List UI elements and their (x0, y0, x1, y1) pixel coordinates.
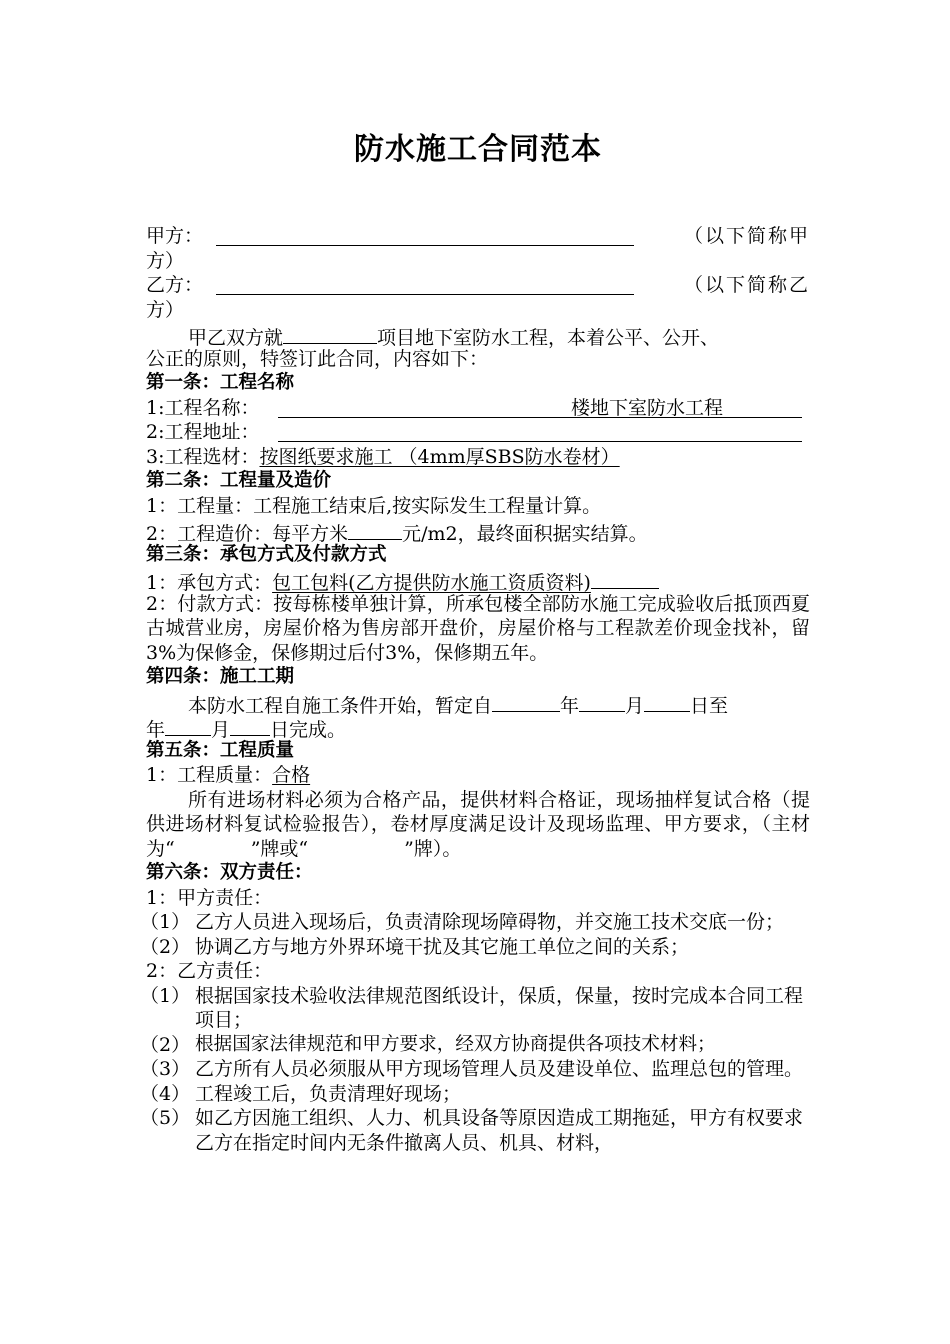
party-a-blank[interactable] (216, 224, 634, 246)
contract-mode-text: 包工包料(乙方提供防水施工资质资料) (272, 572, 591, 594)
party-b-note-cont: 方） (146, 298, 185, 321)
article-1-heading: 第一条：工程名称 (146, 372, 295, 393)
start-year-blank[interactable] (492, 690, 560, 712)
price-text-b: 元/m2，最终面积据实结算。 (402, 523, 648, 545)
material-row (146, 445, 810, 470)
title-spacer (146, 170, 810, 224)
start-day-blank[interactable] (644, 690, 690, 712)
list-item-number: （1） (140, 911, 191, 933)
list-item-number: （1） (140, 984, 191, 1007)
end-day-blank[interactable] (230, 714, 270, 736)
materials-text-b: ”牌或“ (250, 837, 309, 860)
contract-mode-tail (591, 567, 659, 589)
party-b-note: （以下简称乙 (683, 274, 810, 296)
quality-value: 合格 (272, 764, 311, 786)
project-name-row (146, 396, 810, 421)
quality-line (146, 763, 810, 788)
end-year-unit: 年 (146, 719, 166, 741)
party-b-blank[interactable] (216, 273, 634, 295)
quality-label: 1：工程质量： (146, 764, 273, 786)
list-item-number: （3） (140, 1058, 191, 1080)
article-5-heading: 第五条：工程质量 (146, 739, 295, 761)
document-page (140, 0, 810, 1155)
price-text-a: 2：工程造价：每平方米 (146, 523, 349, 545)
schedule-line-2 (146, 714, 810, 739)
end-month-unit: 月 (211, 719, 231, 741)
article-4-heading: 第四条：施工工期 (146, 666, 295, 687)
party-b-duties-label: 2：乙方责任： (146, 960, 273, 982)
intro-line-1 (146, 322, 810, 347)
payment-terms: 2：付款方式：按每栋楼单独计算，所承包楼全部防水施工完成验收后抵顶西夏古城营业房，房屋价格为售房部开盘价，房屋价格与工程款差价现金找补，留3%为保修金，保修期过后付3%，保修期五年。 (146, 592, 810, 664)
list-item-text: 如乙方因施工组织、人力、机具设备等原因造成工期拖延，甲方有权要求乙方在指定时间内无条件撤离人员、机具、材料， (195, 1107, 804, 1154)
list-item (140, 910, 810, 935)
list-item-number: （5） (140, 1107, 191, 1129)
list-item-number: （2） (140, 1033, 191, 1056)
list-item (140, 1033, 810, 1058)
start-month-unit: 月 (625, 694, 645, 717)
materials-text-c: ”牌）。 (404, 837, 462, 860)
list-item (140, 1082, 810, 1107)
project-name-value: 楼地下室防水工程 (571, 396, 724, 419)
schedule-line-1 (146, 690, 810, 715)
end-month-blank[interactable] (165, 714, 211, 736)
list-item (140, 1106, 810, 1155)
party-a-note-cont: 方） (146, 249, 185, 272)
article-6-heading: 第六条：双方责任： (146, 862, 313, 883)
list-item (140, 1057, 810, 1082)
party-a-row (146, 224, 810, 249)
list-item-text: 根据国家法律规范和甲方要求，经双方协商提供各项技术材料； (195, 1033, 716, 1055)
project-address-field[interactable] (278, 420, 802, 442)
start-day-unit: 日至 (690, 694, 729, 717)
list-item-number: （2） (140, 935, 191, 958)
list-item-text: 工程竣工后，负责清理好现场； (195, 1082, 462, 1105)
end-day-unit: 日完成。 (270, 719, 347, 741)
party-b-row (146, 273, 810, 298)
intro-text-a: 甲乙双方就 (188, 327, 284, 349)
start-month-blank[interactable] (579, 690, 625, 712)
project-name-blank[interactable] (283, 322, 377, 344)
list-item-text: 协调乙方与地方外界环境干扰及其它施工单位之间的关系； (195, 935, 690, 958)
party-b-label: 乙方： (146, 274, 204, 296)
list-item (140, 984, 810, 1033)
price-line (146, 518, 810, 543)
list-item-text: 根据国家技术验收法律规范图纸设计，保质，保量，按时完成本合同工程项目； (195, 984, 804, 1031)
contract-mode-value (272, 572, 659, 594)
party-a-duties-label: 1：甲方责任： (146, 886, 273, 909)
list-item-text: 乙方所有人员必须服从甲方现场管理人员及建设单位、监理总包的管理。 (195, 1058, 804, 1080)
list-item-text: 乙方人员进入现场后，负责清除现场障碍物，并交施工技术交底一份； (195, 911, 785, 933)
intro-text-b: 项目地下室防水工程，本着公平、公开、 (377, 327, 720, 349)
material-value: 按图纸要求施工 （4mm厚SBS防水卷材） (259, 445, 620, 468)
party-a-label: 甲方： (146, 225, 204, 247)
schedule-text: 本防水工程自施工条件开始，暂定自 (188, 694, 493, 717)
project-address-label: 2:工程地址： (146, 421, 260, 443)
materials-text: 所有进场材料必须为合格产品，提供材料合格证，现场抽样复试合格（提供进场材料复试检验报告），卷材厚度满足设计及现场监理、甲方要求，（主材为“ (146, 788, 810, 860)
materials-paragraph (146, 788, 810, 862)
unit-price-blank[interactable] (348, 518, 402, 540)
party-b-duties-list (140, 984, 810, 1156)
article-2-heading: 第二条：工程量及造价 (146, 470, 332, 491)
material-label: 3:工程选材： (146, 445, 260, 468)
list-item-number: （4） (140, 1082, 191, 1105)
start-year-unit: 年 (560, 694, 580, 717)
project-name-label: 1:工程名称： (146, 396, 260, 419)
document-title: 防水施工合同范本 (354, 132, 602, 167)
article-3-heading: 第三条：承包方式及付款方式 (146, 543, 387, 565)
intro-line-2: 公正的原则，特签订此合同，内容如下： (146, 347, 489, 370)
quantity-line: 1：工程量：工程施工结束后,按实际发生工程量计算。 (146, 494, 602, 517)
project-name-field[interactable] (278, 396, 802, 418)
list-item (140, 935, 810, 960)
project-address-row (146, 420, 810, 445)
contract-mode-line (146, 567, 810, 592)
party-a-note: （以下简称甲 (683, 225, 810, 247)
party-a-duties-list (140, 910, 810, 959)
contract-mode-label: 1：承包方式： (146, 572, 273, 594)
